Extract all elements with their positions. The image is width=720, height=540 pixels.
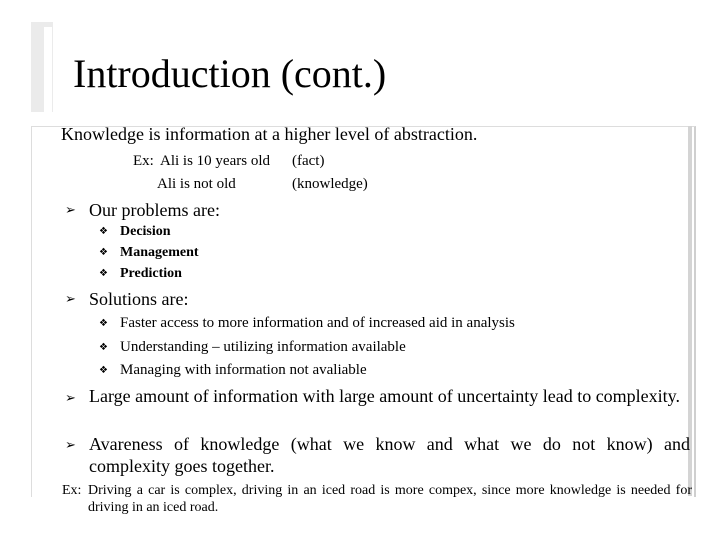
point-uncertainty: Large amount of information with large amount of uncertainty lead to complexity. <box>89 386 681 406</box>
footer-prefix: Ex: <box>62 483 82 498</box>
arrow-bullet-icon: ➢ <box>65 292 76 307</box>
solution-item: Managing with information not avaliable <box>120 362 367 378</box>
problem-item: Decision <box>120 224 171 239</box>
diamond-bullet-icon: ❖ <box>99 318 108 329</box>
solution-item: Faster access to more information and of increased aid in analysis <box>120 315 515 331</box>
point-awareness: Avareness of knowledge (what we know and what we do not know) and complexity goes together. <box>89 434 690 476</box>
example-row1-tag: (fact) <box>292 153 325 169</box>
diamond-bullet-icon: ❖ <box>99 247 108 258</box>
diamond-bullet-icon: ❖ <box>99 268 108 279</box>
problem-item: Prediction <box>120 266 182 281</box>
diamond-bullet-icon: ❖ <box>99 226 108 237</box>
problems-heading: Our problems are: <box>89 200 220 220</box>
arrow-bullet-icon: ➢ <box>65 203 76 218</box>
title-frame-inner <box>44 27 52 112</box>
solutions-heading: Solutions are: <box>89 289 189 309</box>
example-prefix: Ex: <box>133 153 154 169</box>
example-row2-tag: (knowledge) <box>292 176 368 192</box>
example-row1-text: Ali is 10 years old <box>160 153 270 169</box>
example-row2-text: Ali is not old <box>157 176 236 192</box>
diamond-bullet-icon: ❖ <box>99 365 108 376</box>
intro-text: Knowledge is information at a higher level of abstraction. <box>61 124 478 144</box>
arrow-bullet-icon: ➢ <box>65 438 76 453</box>
solution-item: Understanding – utilizing information available <box>120 339 406 355</box>
problem-item: Management <box>120 245 199 260</box>
arrow-bullet-icon: ➢ <box>65 391 76 406</box>
footer-example-text: Driving a car is complex, driving in an iced road is more compex, since more knowledge is needed for driving in an iced road. <box>88 483 692 515</box>
diamond-bullet-icon: ❖ <box>99 342 108 353</box>
slide-title: Introduction (cont.) <box>73 51 387 96</box>
